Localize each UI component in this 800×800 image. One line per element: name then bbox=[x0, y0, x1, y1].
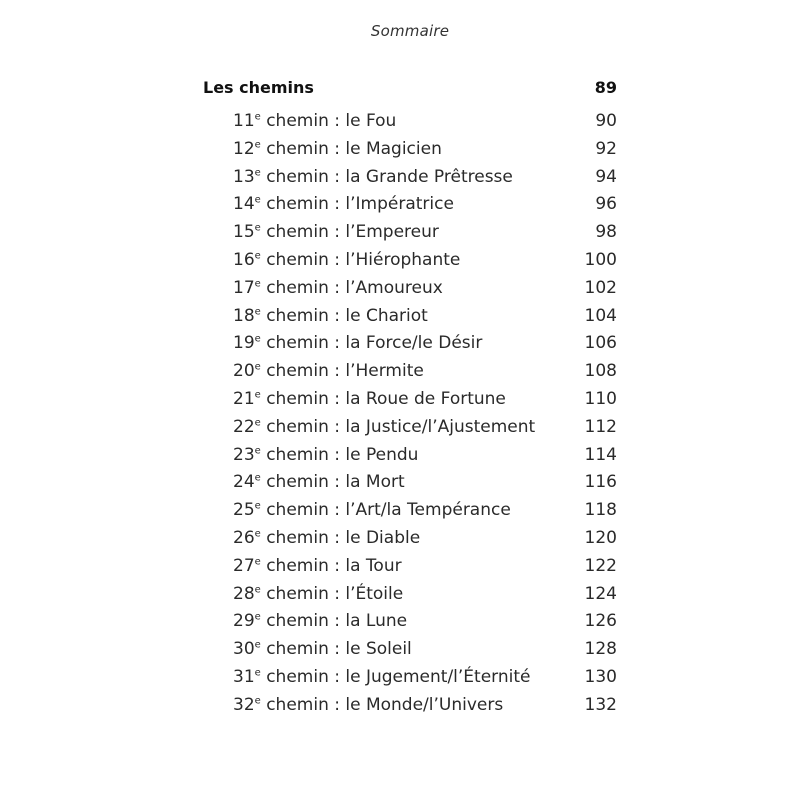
chapter-title: chemin : la Force/le Désir bbox=[260, 333, 483, 354]
toc-entry-label bbox=[233, 497, 511, 525]
toc-entry-page-number: 126 bbox=[584, 611, 617, 632]
toc-entry-page-number: 96 bbox=[595, 194, 617, 215]
toc-entry-label bbox=[233, 636, 412, 664]
chapter-title: chemin : la Lune bbox=[260, 611, 408, 632]
toc-entry-label bbox=[233, 553, 402, 581]
chapter-title: chemin : le Diable bbox=[260, 527, 421, 548]
toc-entry[interactable] bbox=[233, 164, 617, 192]
ordinal-suffix: e bbox=[254, 222, 261, 234]
toc-entry[interactable] bbox=[233, 442, 617, 470]
toc-entry-page-number: 90 bbox=[595, 111, 617, 131]
chapter-title: chemin : la Roue de Fortune bbox=[260, 388, 506, 409]
toc-entry-page-number: 130 bbox=[584, 666, 617, 687]
toc-entry[interactable] bbox=[233, 108, 617, 136]
ordinal-suffix: e bbox=[254, 305, 261, 317]
section-title: Les chemins bbox=[203, 78, 314, 97]
toc-entry-page-number: 116 bbox=[584, 472, 617, 493]
toc-entry[interactable] bbox=[233, 469, 617, 497]
chapter-number: 18 bbox=[233, 305, 255, 326]
chapter-number: 13 bbox=[233, 166, 255, 187]
ordinal-suffix: e bbox=[254, 528, 261, 540]
toc-entry-page-number: 108 bbox=[584, 361, 617, 382]
running-title: Sommaire bbox=[370, 22, 450, 40]
chapter-title: chemin : la Mort bbox=[260, 472, 405, 493]
ordinal-suffix: e bbox=[254, 250, 261, 262]
ordinal-suffix: e bbox=[254, 500, 261, 512]
toc-entry-list bbox=[203, 108, 617, 720]
ordinal-suffix: e bbox=[254, 444, 261, 456]
toc-entry[interactable] bbox=[233, 636, 617, 664]
toc-entry-label bbox=[233, 108, 396, 136]
ordinal-suffix: e bbox=[254, 695, 261, 707]
toc-entry-label bbox=[233, 358, 424, 386]
toc-entry-page-number: 94 bbox=[595, 166, 617, 187]
chapter-number: 29 bbox=[233, 611, 255, 632]
ordinal-suffix: e bbox=[254, 417, 261, 429]
toc-entry-label bbox=[233, 164, 513, 192]
ordinal-suffix: e bbox=[254, 472, 261, 484]
toc-entry-label bbox=[233, 275, 443, 303]
table-of-contents bbox=[203, 78, 617, 720]
ordinal-suffix: e bbox=[254, 166, 261, 178]
toc-entry[interactable] bbox=[233, 247, 617, 275]
chapter-number: 31 bbox=[233, 666, 255, 687]
toc-entry-page-number: 92 bbox=[595, 138, 617, 159]
toc-entry-label bbox=[233, 442, 418, 470]
toc-entry-label bbox=[233, 303, 428, 331]
toc-entry[interactable] bbox=[233, 497, 617, 525]
chapter-number: 19 bbox=[233, 333, 255, 354]
chapter-title: chemin : le Soleil bbox=[260, 639, 412, 660]
chapter-title: chemin : la Justice/l’Ajustement bbox=[260, 416, 536, 437]
ordinal-suffix: e bbox=[254, 667, 261, 679]
chapter-number: 16 bbox=[233, 249, 255, 270]
chapter-title: chemin : le Fou bbox=[260, 111, 397, 131]
toc-entry[interactable] bbox=[233, 664, 617, 692]
toc-entry[interactable] bbox=[233, 330, 617, 358]
toc-entry[interactable] bbox=[233, 581, 617, 609]
toc-entry-label bbox=[233, 414, 535, 442]
toc-entry[interactable] bbox=[233, 219, 617, 247]
ordinal-suffix: e bbox=[254, 556, 261, 568]
ordinal-suffix: e bbox=[254, 583, 261, 595]
chapter-title: chemin : l’Étoile bbox=[260, 583, 404, 604]
chapter-title: chemin : l’Empereur bbox=[260, 222, 439, 243]
toc-entry-label bbox=[233, 247, 460, 275]
chapter-number: 28 bbox=[233, 583, 255, 604]
toc-entry-page-number: 120 bbox=[584, 527, 617, 548]
chapter-number: 23 bbox=[233, 444, 255, 465]
toc-entry-page-number: 98 bbox=[595, 222, 617, 243]
toc-entry[interactable] bbox=[233, 692, 617, 720]
chapter-number: 24 bbox=[233, 472, 255, 493]
toc-entry-label bbox=[233, 581, 403, 609]
ordinal-suffix: e bbox=[254, 361, 261, 373]
chapter-number: 11 bbox=[233, 111, 255, 131]
chapter-number: 27 bbox=[233, 555, 255, 576]
chapter-number: 14 bbox=[233, 194, 255, 215]
toc-entry-label bbox=[233, 386, 506, 414]
chapter-number: 12 bbox=[233, 138, 255, 159]
chapter-title: chemin : l’Hermite bbox=[260, 361, 424, 382]
section-heading-row[interactable] bbox=[203, 78, 617, 100]
toc-entry-page-number: 118 bbox=[584, 500, 617, 521]
toc-entry-label bbox=[233, 608, 407, 636]
ordinal-suffix: e bbox=[254, 111, 261, 123]
toc-entry-page-number: 132 bbox=[584, 694, 617, 715]
ordinal-suffix: e bbox=[254, 278, 261, 290]
toc-entry-page-number: 110 bbox=[584, 388, 617, 409]
section-page-number: 89 bbox=[594, 78, 617, 97]
toc-entry-page-number: 102 bbox=[584, 277, 617, 298]
toc-entry[interactable] bbox=[233, 303, 617, 331]
ordinal-suffix: e bbox=[254, 194, 261, 206]
toc-entry[interactable] bbox=[233, 275, 617, 303]
chapter-title: chemin : la Grande Prêtresse bbox=[260, 166, 513, 187]
chapter-number: 15 bbox=[233, 222, 255, 243]
toc-entry[interactable] bbox=[233, 136, 617, 164]
toc-entry-label bbox=[233, 191, 454, 219]
chapter-number: 25 bbox=[233, 500, 255, 521]
chapter-number: 26 bbox=[233, 527, 255, 548]
ordinal-suffix: e bbox=[254, 639, 261, 651]
chapter-title: chemin : la Tour bbox=[260, 555, 402, 576]
ordinal-suffix: e bbox=[254, 139, 261, 151]
chapter-title: chemin : le Monde/l’Univers bbox=[260, 694, 504, 715]
chapter-number: 30 bbox=[233, 639, 255, 660]
toc-entry-page-number: 100 bbox=[584, 249, 617, 270]
toc-entry-page-number: 114 bbox=[584, 444, 617, 465]
toc-entry-label bbox=[233, 525, 420, 553]
toc-entry-page-number: 124 bbox=[584, 583, 617, 604]
toc-entry-label bbox=[233, 136, 442, 164]
chapter-number: 21 bbox=[233, 388, 255, 409]
ordinal-suffix: e bbox=[254, 389, 261, 401]
toc-entry[interactable] bbox=[233, 525, 617, 553]
chapter-title: chemin : l’Amoureux bbox=[260, 277, 443, 298]
chapter-title: chemin : l’Hiérophante bbox=[260, 249, 461, 270]
toc-entry[interactable] bbox=[233, 191, 617, 219]
toc-entry[interactable] bbox=[233, 553, 617, 581]
toc-entry-label bbox=[233, 469, 405, 497]
chapter-title: chemin : l’Art/la Tempérance bbox=[260, 500, 511, 521]
toc-entry-label bbox=[233, 330, 482, 358]
ordinal-suffix: e bbox=[254, 333, 261, 345]
toc-entry-page-number: 106 bbox=[584, 333, 617, 354]
chapter-title: chemin : le Jugement/l’Éternité bbox=[260, 666, 531, 687]
chapter-number: 32 bbox=[233, 694, 255, 715]
chapter-number: 17 bbox=[233, 277, 255, 298]
chapter-title: chemin : le Pendu bbox=[260, 444, 419, 465]
chapter-number: 20 bbox=[233, 361, 255, 382]
toc-entry-page-number: 104 bbox=[584, 305, 617, 326]
toc-entry[interactable] bbox=[233, 608, 617, 636]
toc-entry-label bbox=[233, 664, 531, 692]
toc-entry[interactable] bbox=[233, 414, 617, 442]
chapter-title: chemin : le Chariot bbox=[260, 305, 428, 326]
toc-entry-page-number: 112 bbox=[584, 416, 617, 437]
chapter-number: 22 bbox=[233, 416, 255, 437]
toc-entry-page-number: 122 bbox=[584, 555, 617, 576]
toc-entry[interactable] bbox=[233, 386, 617, 414]
chapter-title: chemin : l’Impératrice bbox=[260, 194, 454, 215]
chapter-title: chemin : le Magicien bbox=[260, 138, 442, 159]
toc-entry-label bbox=[233, 219, 439, 247]
toc-entry[interactable] bbox=[233, 358, 617, 386]
toc-entry-page-number: 128 bbox=[584, 639, 617, 660]
ordinal-suffix: e bbox=[254, 611, 261, 623]
toc-entry-label bbox=[233, 692, 503, 720]
